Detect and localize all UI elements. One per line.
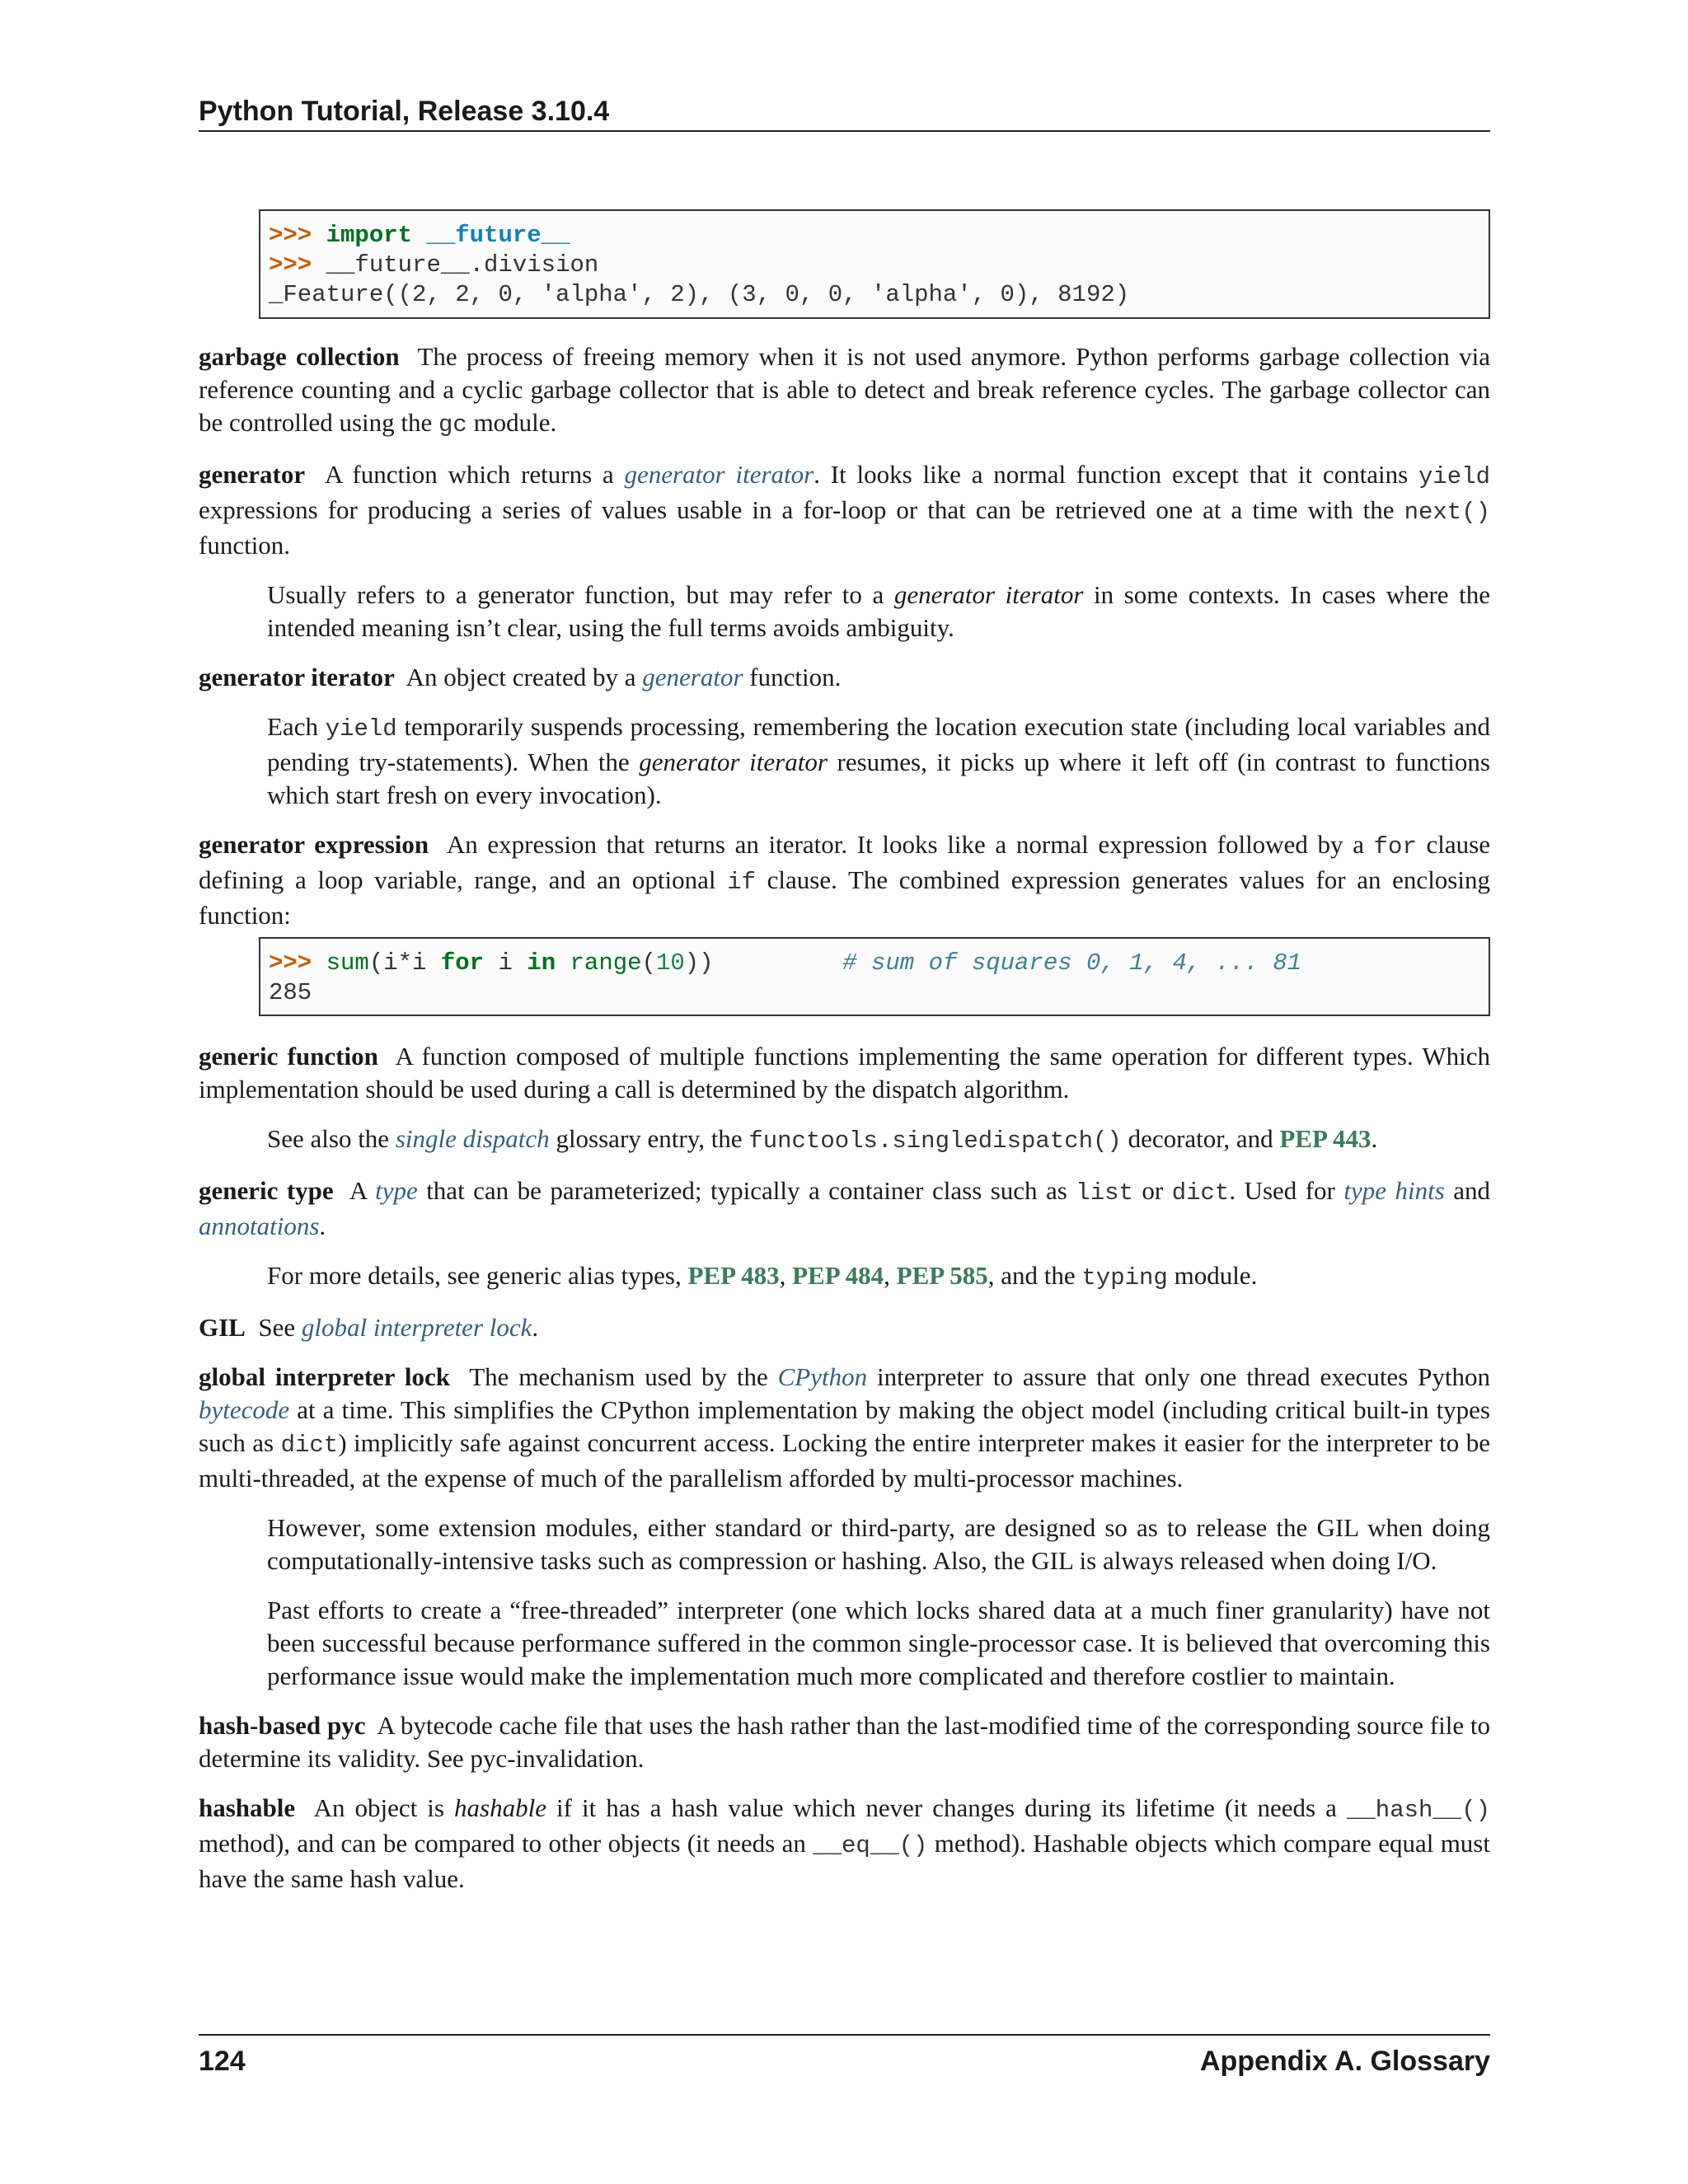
- definition-text: See: [258, 1313, 302, 1342]
- definition-text: and: [1444, 1176, 1490, 1205]
- definition-text: . Used for: [1229, 1176, 1344, 1205]
- link-pep-443[interactable]: PEP 443: [1279, 1124, 1372, 1153]
- term: garbage collection: [199, 342, 400, 371]
- section-title: Appendix A. Glossary: [1199, 2046, 1490, 2077]
- definition-text: module.: [467, 408, 557, 437]
- definition-text: temporarily suspends processing, remembering the location execution state (including local variables and pending try-statements). When the: [267, 712, 1490, 776]
- definition-text: function.: [199, 531, 291, 560]
- inline-code: list: [1076, 1179, 1133, 1207]
- definition-paragraph: However, some extension modules, either standard or third-party, are designed so as to release the GIL when doing computationally-intensive tasks such as compression or hashing. Also, the GIL is always released when doing I/O.: [267, 1513, 1490, 1575]
- entry-hash-based-pyc: [199, 1709, 1490, 1775]
- code-builtin: range: [570, 949, 642, 977]
- emphasis: generator iterator: [639, 748, 828, 776]
- definition-text: function.: [743, 663, 842, 691]
- inline-code: __hash__(): [1346, 1797, 1491, 1824]
- entry-generic-function: [199, 1040, 1490, 1158]
- code-output: 285: [269, 979, 312, 1006]
- definition-text: An object created by a: [406, 663, 643, 691]
- inline-code: functools.singledispatch(): [748, 1127, 1122, 1155]
- link-single-dispatch[interactable]: single dispatch: [395, 1124, 550, 1153]
- glossary-section-1: [199, 340, 1490, 949]
- code-text: (i*i: [368, 949, 441, 977]
- definition-text: module.: [1167, 1261, 1258, 1290]
- link-cpython[interactable]: CPython: [777, 1362, 868, 1391]
- code-comment: # sum of squares 0, 1, 4, ... 81: [842, 949, 1302, 977]
- code-prompt: >>>: [269, 251, 326, 279]
- definition-text: A bytecode cache file that uses the hash rather than the last-modified time of the corresponding source file to determine its validity. See pyc-invalidation.: [199, 1711, 1490, 1773]
- definition-text: ,: [884, 1261, 897, 1290]
- entry-generator-iterator: [199, 661, 1490, 812]
- entry-generic-type: [199, 1174, 1490, 1295]
- definition-text: resumes, it picks up where it left off (in contrast to functions which start fresh on every invocation).: [267, 748, 1490, 809]
- link-generator[interactable]: generator: [642, 663, 743, 691]
- definition-text: ,: [779, 1261, 793, 1290]
- definition-text: The mechanism used by the: [469, 1362, 778, 1391]
- code-prompt: >>>: [269, 949, 326, 977]
- definition-text: at a time. This simplifies the CPython implementation by making the object model (including critical built-in types such as: [199, 1395, 1490, 1457]
- link-pep-483[interactable]: PEP 483: [687, 1261, 780, 1290]
- definition-text: clause. The combined expression generates values for an enclosing function:: [199, 865, 1490, 930]
- inline-code: typing: [1081, 1264, 1168, 1291]
- code-block-future: [259, 209, 1490, 319]
- inline-code: dict: [280, 1432, 339, 1459]
- definition-text: A function composed of multiple functions implementing the same operation for different types. Which implementation should be used during a call is determined by the dispatch algorithm.: [199, 1042, 1490, 1104]
- running-header: [199, 92, 1490, 132]
- link-pep-484[interactable]: PEP 484: [792, 1261, 884, 1290]
- definition-text: Usually refers to a generator function, but may refer to a: [267, 580, 894, 609]
- term: hash-based pyc: [199, 1711, 366, 1740]
- definition-text: method). Hashable objects which compare equal must have the same hash value.: [199, 1829, 1490, 1893]
- entry-gil: [199, 1311, 1490, 1344]
- term: generic type: [199, 1176, 334, 1205]
- definition-text: An expression that returns an iterator. It looks like a normal expression followed by a: [446, 830, 1374, 859]
- definition-text: clause defining a loop variable, range, and an optional: [199, 830, 1490, 894]
- definition-text: See also the: [267, 1124, 396, 1153]
- code-module-name: __future__: [426, 222, 570, 249]
- code-output: _Feature((2, 2, 0, 'alpha', 2), (3, 0, 0, 'alpha', 0), 8192): [269, 281, 1130, 308]
- code-text: )): [684, 949, 843, 977]
- entry-generator: [199, 458, 1490, 644]
- code-prompt: >>>: [269, 222, 326, 249]
- code-keyword: in: [527, 949, 556, 977]
- definition-text: An object is: [313, 1793, 455, 1822]
- code-number: 10: [655, 949, 685, 977]
- inline-code: next(): [1404, 499, 1490, 526]
- link-type-hints[interactable]: type hints: [1343, 1176, 1445, 1205]
- link-global-interpreter-lock[interactable]: global interpreter lock: [301, 1313, 532, 1342]
- definition-text: .: [319, 1212, 326, 1240]
- inline-code: __eq__(): [813, 1832, 928, 1859]
- code-text: (: [641, 949, 656, 977]
- term: generic function: [199, 1042, 378, 1071]
- glossary-section-2: [199, 1040, 1490, 1912]
- entry-global-interpreter-lock: [199, 1361, 1490, 1693]
- code-text: [556, 949, 570, 977]
- emphasis: generator iterator: [893, 580, 1084, 609]
- code-block-sum: [259, 937, 1490, 1016]
- definition-paragraph: Past efforts to create a “free-threaded” interpreter (one which locks shared data at a much finer granularity) have not been successful because performance suffered in the common single-processor case. It is believed that overcoming this performance issue would make the implementation much more complicated and therefore costlier to maintain.: [267, 1596, 1490, 1690]
- definition-text: ) implicitly safe against concurrent access. Locking the entire interpreter makes it easier for the interpreter to be multi-threaded, at the expense of much of the parallelism afforded by multi-processor machines.: [199, 1428, 1490, 1493]
- term: hashable: [199, 1793, 296, 1822]
- link-type[interactable]: type: [375, 1176, 418, 1205]
- definition-text: in some contexts. In cases where the intended meaning isn’t clear, using the full terms avoids ambiguity.: [267, 580, 1490, 642]
- term: generator: [199, 460, 306, 489]
- code-text: __future__.division: [326, 251, 599, 279]
- page-number: 124: [199, 2046, 246, 2077]
- inline-code: yield: [325, 715, 397, 743]
- definition-text: For more details, see generic alias types,: [267, 1261, 688, 1290]
- term: GIL: [199, 1313, 246, 1342]
- definition-text: or: [1132, 1176, 1172, 1205]
- definition-text: .: [532, 1313, 539, 1342]
- link-bytecode[interactable]: bytecode: [199, 1395, 290, 1424]
- code-keyword: for: [440, 949, 485, 977]
- page-footer: [199, 2034, 1490, 2085]
- definition-text: A function which returns a: [324, 460, 625, 489]
- definition-text: if it has a hash value which never changes during its lifetime (it needs a: [546, 1793, 1347, 1822]
- definition-text: decorator, and: [1121, 1124, 1280, 1153]
- definition-text: that can be parameterized; typically a container class such as: [417, 1176, 1076, 1205]
- link-annotations[interactable]: annotations: [199, 1212, 320, 1240]
- inline-code: dict: [1171, 1179, 1230, 1207]
- inline-code: for: [1373, 833, 1417, 860]
- entry-garbage-collection: [199, 340, 1490, 442]
- emphasis: hashable: [454, 1793, 546, 1822]
- definition-text: The process of freeing memory when it is not used anymore. Python performs garbage collection via reference counting and a cyclic garbage collector that is able to detect and break reference cycles. The garbage collector can be controlled using the: [199, 342, 1490, 437]
- code-builtin: sum: [326, 949, 369, 977]
- link-generator-iterator[interactable]: generator iterator: [624, 460, 814, 489]
- definition-text: method), and can be compared to other objects (it needs an: [199, 1829, 814, 1858]
- definition-text: interpreter to assure that only one thread executes Python: [867, 1362, 1490, 1391]
- inline-code: yield: [1418, 463, 1490, 490]
- inline-code: if: [727, 869, 756, 896]
- entry-generator-expression: [199, 828, 1490, 932]
- definition-text: .: [1371, 1124, 1378, 1153]
- definition-text: A: [349, 1176, 376, 1205]
- inline-code: gc: [438, 411, 467, 438]
- term: generator expression: [199, 830, 429, 859]
- definition-text: expressions for producing a series of values usable in a for-loop or that can be retrieved one at a time with the: [199, 495, 1404, 524]
- definition-text: Each: [267, 712, 326, 741]
- definition-text: , and the: [987, 1261, 1082, 1290]
- entry-hashable: [199, 1792, 1490, 1896]
- link-pep-585[interactable]: PEP 585: [896, 1261, 988, 1290]
- code-text: i: [484, 949, 528, 977]
- term: generator iterator: [199, 663, 395, 691]
- document-title: Python Tutorial, Release 3.10.4: [199, 96, 610, 127]
- term: global interpreter lock: [199, 1362, 450, 1391]
- definition-text: glossary entry, the: [549, 1124, 749, 1153]
- code-keyword: import: [326, 222, 413, 249]
- definition-text: . It looks like a normal function except that it contains: [814, 460, 1418, 489]
